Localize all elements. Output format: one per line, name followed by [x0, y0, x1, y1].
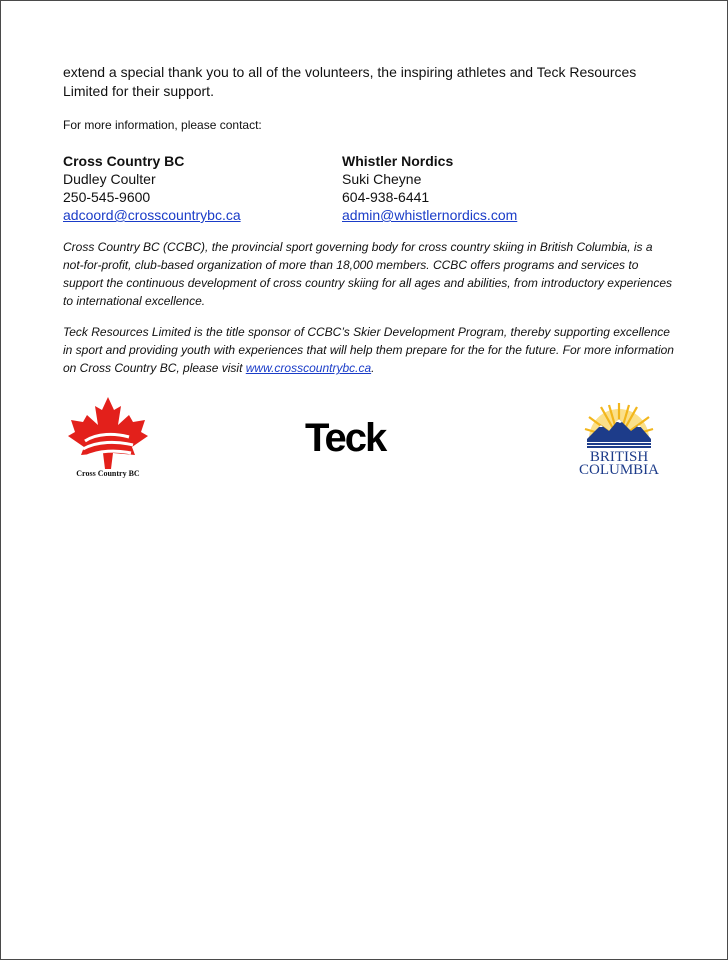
- bc-logo: [573, 397, 665, 481]
- contact-email-link[interactable]: admin@whistlernordics.com: [342, 207, 518, 223]
- contact-name: Suki Cheyne: [342, 171, 422, 187]
- contact-whistler: [342, 152, 517, 224]
- contact-phone: 250-545-9600: [63, 189, 151, 205]
- bc-logo-line1: BRITISH: [589, 449, 649, 465]
- intro-paragraph: extend a special thank you to all of the volunteers, the inspiring athletes and Teck Resources Limited for their support.: [63, 64, 637, 99]
- ccbc-blurb: Cross Country BC (CCBC), the provincial sport governing body for cross country skiing in British Columbia, is a not-for-profit, club-based organization of more than 18,000 members. CCBC offers programs and services to support the continuous development of cross country skiing for all ages and abilities, from introductory experiences to international excellence.: [63, 240, 672, 308]
- bc-logo-line2: COLUMBIA: [578, 462, 659, 478]
- maple-leaf-icon: [63, 393, 153, 473]
- ccbc-logo-caption: Cross Country BC: [76, 469, 140, 478]
- teck-blurb-text: Teck Resources Limited is the title sponsor of CCBC’s Skier Development Program, thereby supporting excellence in sport and providing youth with experiences that will help them prepare for the for the future. For more information on Cross Country BC, please visit: [63, 325, 674, 375]
- teck-blurb-end: .: [371, 361, 375, 375]
- teck-logo: Teck: [305, 416, 386, 460]
- teck-blurb: [63, 323, 675, 377]
- contact-email-link[interactable]: adcoord@crosscountrybc.ca: [63, 207, 241, 223]
- contact-lead: For more information, please contact:: [63, 118, 262, 132]
- website-link[interactable]: www.crosscountrybc.ca: [245, 361, 372, 375]
- contact-org: Cross Country BC: [63, 153, 185, 169]
- contact-org: Whistler Nordics: [342, 153, 454, 169]
- contact-ccbc: [63, 152, 241, 224]
- contact-name: Dudley Coulter: [63, 171, 156, 187]
- ccbc-logo: [63, 393, 153, 483]
- contact-phone: 604-938-6441: [342, 189, 430, 205]
- sunset-mountains-icon: [573, 397, 665, 449]
